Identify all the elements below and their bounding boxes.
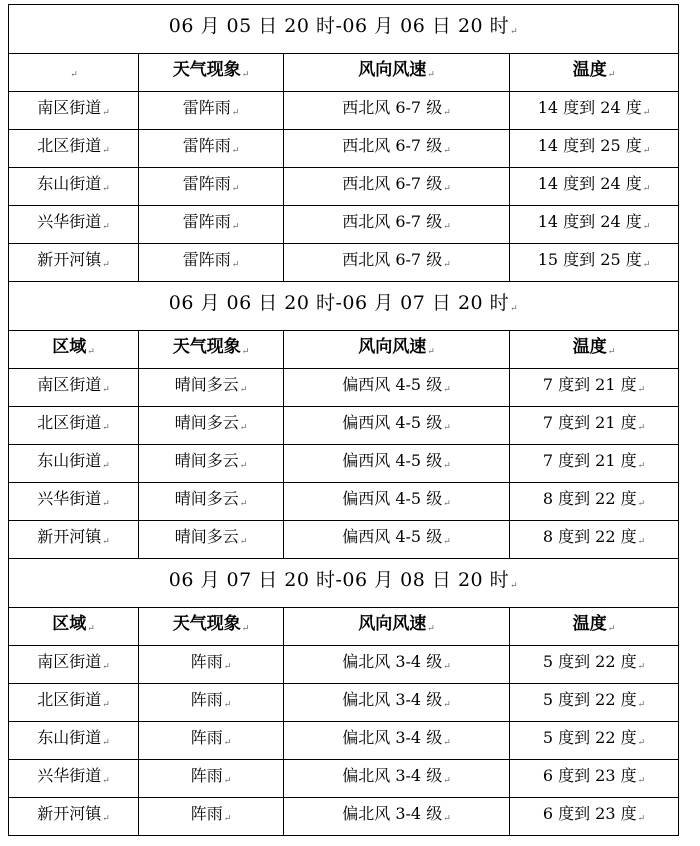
table-row: [9, 684, 679, 722]
area-cell-text: 新开河镇: [37, 250, 102, 269]
table-row: [9, 369, 679, 407]
weather-cell: [139, 445, 284, 483]
paragraph-mark-icon: ↵: [427, 70, 435, 80]
temperature-cell-text: 7 度到 21 度: [542, 375, 637, 394]
area-cell-text: 东山街道: [37, 451, 102, 470]
weather-cell: [139, 92, 284, 130]
paragraph-mark-icon: ↵: [427, 347, 435, 357]
area-cell-text: 南区街道: [37, 375, 102, 394]
wind-cell: [284, 760, 510, 798]
paragraph-mark-icon: ↵: [87, 347, 95, 357]
column-header-text: 温度: [572, 614, 607, 634]
paragraph-mark-icon: ↵: [607, 347, 616, 357]
column-header: [9, 54, 139, 92]
temperature-cell-text: 6 度到 23 度: [542, 766, 637, 785]
weather-cell: [139, 684, 284, 722]
table-row: [9, 168, 679, 206]
area-cell: [9, 206, 139, 244]
paragraph-mark-icon: ↵: [241, 347, 250, 357]
paragraph-mark-icon: ↵: [241, 624, 250, 634]
paragraph-mark-icon: ↵: [102, 738, 110, 748]
paragraph-mark-icon: ↵: [102, 662, 110, 672]
paragraph-mark-icon: ↵: [642, 108, 651, 118]
area-cell: [9, 130, 139, 168]
weather-cell-text: 雷阵雨: [182, 212, 231, 231]
table-row: [9, 521, 679, 559]
area-cell: [9, 483, 139, 521]
paragraph-mark-icon: ↵: [443, 184, 451, 194]
area-cell: [9, 798, 139, 836]
paragraph-mark-icon: ↵: [239, 537, 248, 547]
column-header: [139, 54, 284, 92]
wind-cell-text: 西北风 6-7 级: [342, 136, 443, 155]
paragraph-mark-icon: ↵: [642, 222, 651, 232]
paragraph-mark-icon: ↵: [443, 222, 451, 232]
temperature-cell: [510, 407, 679, 445]
paragraph-mark-icon: ↵: [637, 738, 646, 748]
wind-cell-text: 偏北风 3-4 级: [342, 690, 443, 709]
weather-cell-text: 晴间多云: [174, 413, 239, 432]
period-title-text: 06 月 07 日 20 时-06 月 08 日 20 时: [168, 569, 510, 591]
temperature-cell-text: 14 度到 24 度: [537, 98, 642, 117]
paragraph-mark-icon: ↵: [443, 738, 451, 748]
column-header-text: 风向风速: [358, 60, 427, 80]
area-cell-text: 东山街道: [37, 728, 102, 747]
paragraph-mark-icon: ↵: [231, 184, 240, 194]
weather-cell-text: 雷阵雨: [182, 98, 231, 117]
wind-cell-text: 西北风 6-7 级: [342, 98, 443, 117]
temperature-cell-text: 5 度到 22 度: [542, 728, 637, 747]
paragraph-mark-icon: ↵: [443, 108, 451, 118]
paragraph-mark-icon: ↵: [443, 385, 451, 395]
period-title-row: [9, 559, 679, 608]
temperature-cell-text: 8 度到 22 度: [542, 489, 637, 508]
column-header: [284, 54, 510, 92]
area-cell: [9, 760, 139, 798]
column-header-text: 风向风速: [358, 337, 427, 357]
wind-cell: [284, 244, 510, 282]
column-header: [510, 54, 679, 92]
weather-cell: [139, 646, 284, 684]
weather-cell-text: 晴间多云: [174, 527, 239, 546]
wind-cell: [284, 483, 510, 521]
wind-cell-text: 偏北风 3-4 级: [342, 652, 443, 671]
paragraph-mark-icon: ↵: [102, 184, 110, 194]
column-header: [284, 608, 510, 646]
weather-cell-text: 晴间多云: [174, 375, 239, 394]
paragraph-mark-icon: ↵: [637, 662, 646, 672]
wind-cell-text: 西北风 6-7 级: [342, 250, 443, 269]
wind-cell-text: 偏北风 3-4 级: [342, 728, 443, 747]
paragraph-mark-icon: ↵: [642, 146, 651, 156]
temperature-cell-text: 8 度到 22 度: [542, 527, 637, 546]
wind-cell-text: 偏西风 4-5 级: [342, 527, 443, 546]
temperature-cell-text: 14 度到 24 度: [537, 212, 642, 231]
column-header: [139, 608, 284, 646]
wind-cell: [284, 130, 510, 168]
area-cell-text: 北区街道: [37, 690, 102, 709]
temperature-cell: [510, 684, 679, 722]
period-title-row: [9, 282, 679, 331]
weather-cell: [139, 483, 284, 521]
column-header-text: 天气现象: [172, 60, 241, 80]
column-header: [9, 608, 139, 646]
column-header-text: 天气现象: [172, 614, 241, 634]
column-header-text: 天气现象: [172, 337, 241, 357]
temperature-cell-text: 5 度到 22 度: [542, 690, 637, 709]
area-cell-text: 东山街道: [37, 174, 102, 193]
paragraph-mark-icon: ↵: [607, 624, 616, 634]
paragraph-mark-icon: ↵: [637, 814, 646, 824]
temperature-cell-text: 7 度到 21 度: [542, 413, 637, 432]
area-cell-text: 兴华街道: [37, 489, 102, 508]
weather-cell-text: 阵雨: [190, 766, 223, 785]
wind-cell: [284, 521, 510, 559]
table-row: [9, 92, 679, 130]
weather-cell-text: 晴间多云: [174, 451, 239, 470]
paragraph-mark-icon: ↵: [637, 700, 646, 710]
table-row: [9, 646, 679, 684]
wind-cell-text: 偏北风 3-4 级: [342, 804, 443, 823]
paragraph-mark-icon: ↵: [239, 385, 248, 395]
weather-cell: [139, 168, 284, 206]
weather-forecast-table: [8, 4, 679, 836]
table-row: [9, 244, 679, 282]
paragraph-mark-icon: ↵: [102, 108, 110, 118]
area-cell-text: 北区街道: [37, 413, 102, 432]
paragraph-mark-icon: ↵: [231, 146, 240, 156]
paragraph-mark-icon: ↵: [637, 385, 646, 395]
wind-cell-text: 偏西风 4-5 级: [342, 413, 443, 432]
table-row: [9, 445, 679, 483]
wind-cell: [284, 646, 510, 684]
weather-cell: [139, 244, 284, 282]
paragraph-mark-icon: ↵: [443, 662, 451, 672]
paragraph-mark-icon: ↵: [102, 423, 110, 433]
wind-cell-text: 西北风 6-7 级: [342, 212, 443, 231]
paragraph-mark-icon: ↵: [102, 537, 110, 547]
paragraph-mark-icon: ↵: [223, 662, 232, 672]
paragraph-mark-icon: ↵: [223, 700, 232, 710]
table-header-row: [9, 608, 679, 646]
paragraph-mark-icon: ↵: [637, 499, 646, 509]
paragraph-mark-icon: ↵: [102, 461, 110, 471]
weather-cell: [139, 521, 284, 559]
weather-cell: [139, 798, 284, 836]
wind-cell-text: 偏北风 3-4 级: [342, 766, 443, 785]
temperature-cell-text: 6 度到 23 度: [542, 804, 637, 823]
temperature-cell-text: 5 度到 22 度: [542, 652, 637, 671]
temperature-cell: [510, 369, 679, 407]
period-title: [9, 559, 679, 608]
paragraph-mark-icon: ↵: [239, 461, 248, 471]
area-cell-text: 新开河镇: [37, 804, 102, 823]
area-cell-text: 兴华街道: [37, 212, 102, 231]
wind-cell: [284, 722, 510, 760]
paragraph-mark-icon: ↵: [231, 260, 240, 270]
paragraph-mark-icon: ↵: [223, 814, 232, 824]
area-cell-text: 南区街道: [37, 652, 102, 671]
weather-cell-text: 雷阵雨: [182, 174, 231, 193]
paragraph-mark-icon: ↵: [427, 624, 435, 634]
paragraph-mark-icon: ↵: [241, 70, 250, 80]
column-header-text: 区域: [52, 337, 87, 357]
area-cell-text: 兴华街道: [37, 766, 102, 785]
column-header: [510, 331, 679, 369]
weather-cell-text: 晴间多云: [174, 489, 239, 508]
area-cell: [9, 168, 139, 206]
area-cell: [9, 684, 139, 722]
wind-cell: [284, 684, 510, 722]
temperature-cell: [510, 445, 679, 483]
temperature-cell-text: 15 度到 25 度: [537, 250, 642, 269]
period-title-row: [9, 5, 679, 54]
column-header-text: 风向风速: [358, 614, 427, 634]
weather-cell: [139, 722, 284, 760]
paragraph-mark-icon: ↵: [637, 537, 646, 547]
table-header-row: [9, 54, 679, 92]
weather-cell-text: 阵雨: [190, 652, 223, 671]
area-cell: [9, 92, 139, 130]
temperature-cell: [510, 168, 679, 206]
area-cell: [9, 244, 139, 282]
area-cell: [9, 521, 139, 559]
wind-cell-text: 偏西风 4-5 级: [342, 489, 443, 508]
area-cell: [9, 369, 139, 407]
paragraph-mark-icon: ↵: [102, 222, 110, 232]
paragraph-mark-icon: ↵: [102, 385, 110, 395]
paragraph-mark-icon: ↵: [637, 461, 646, 471]
temperature-cell: [510, 206, 679, 244]
paragraph-mark-icon: ↵: [102, 814, 110, 824]
paragraph-mark-icon: ↵: [443, 537, 451, 547]
paragraph-mark-icon: ↵: [102, 700, 110, 710]
paragraph-mark-icon: ↵: [102, 260, 110, 270]
weather-cell: [139, 206, 284, 244]
column-header-text: 温度: [572, 60, 607, 80]
wind-cell: [284, 407, 510, 445]
paragraph-mark-icon: ↵: [231, 108, 240, 118]
paragraph-mark-icon: ↵: [443, 814, 451, 824]
table-row: [9, 798, 679, 836]
area-cell-text: 北区街道: [37, 136, 102, 155]
table-row: [9, 760, 679, 798]
weather-cell: [139, 369, 284, 407]
period-title-text: 06 月 05 日 20 时-06 月 06 日 20 时: [168, 15, 510, 37]
paragraph-mark-icon: ↵: [607, 70, 616, 80]
temperature-cell: [510, 760, 679, 798]
temperature-cell: [510, 798, 679, 836]
table-row: [9, 206, 679, 244]
column-header: [510, 608, 679, 646]
table-row: [9, 722, 679, 760]
period-title: [9, 282, 679, 331]
area-cell: [9, 445, 139, 483]
table-row: [9, 407, 679, 445]
paragraph-mark-icon: ↵: [102, 776, 110, 786]
table-row: [9, 130, 679, 168]
wind-cell-text: 西北风 6-7 级: [342, 174, 443, 193]
column-header: [284, 331, 510, 369]
wind-cell: [284, 369, 510, 407]
weather-cell-text: 阵雨: [190, 728, 223, 747]
paragraph-mark-icon: ↵: [642, 260, 651, 270]
paragraph-mark-icon: ↵: [443, 700, 451, 710]
paragraph-mark-icon: ↵: [102, 146, 110, 156]
weather-cell-text: 阵雨: [190, 804, 223, 823]
period-title-text: 06 月 06 日 20 时-06 月 07 日 20 时: [168, 292, 510, 314]
paragraph-mark-icon: ↵: [510, 27, 519, 37]
column-header: [139, 331, 284, 369]
paragraph-mark-icon: ↵: [443, 461, 451, 471]
paragraph-mark-icon: ↵: [239, 423, 248, 433]
paragraph-mark-icon: ↵: [443, 260, 451, 270]
paragraph-mark-icon: ↵: [70, 70, 78, 80]
paragraph-mark-icon: ↵: [510, 581, 519, 591]
wind-cell: [284, 92, 510, 130]
temperature-cell-text: 14 度到 25 度: [537, 136, 642, 155]
temperature-cell: [510, 130, 679, 168]
paragraph-mark-icon: ↵: [510, 304, 519, 314]
paragraph-mark-icon: ↵: [223, 738, 232, 748]
paragraph-mark-icon: ↵: [231, 222, 240, 232]
paragraph-mark-icon: ↵: [102, 499, 110, 509]
area-cell: [9, 407, 139, 445]
paragraph-mark-icon: ↵: [443, 423, 451, 433]
paragraph-mark-icon: ↵: [443, 499, 451, 509]
wind-cell: [284, 206, 510, 244]
column-header: [9, 331, 139, 369]
temperature-cell: [510, 244, 679, 282]
column-header-text: 温度: [572, 337, 607, 357]
table-row: [9, 483, 679, 521]
temperature-cell-text: 14 度到 24 度: [537, 174, 642, 193]
area-cell-text: 南区街道: [37, 98, 102, 117]
weather-cell: [139, 407, 284, 445]
area-cell: [9, 646, 139, 684]
column-header-text: 区域: [52, 614, 87, 634]
weather-cell-text: 阵雨: [190, 690, 223, 709]
paragraph-mark-icon: ↵: [87, 624, 95, 634]
wind-cell: [284, 445, 510, 483]
temperature-cell-text: 7 度到 21 度: [542, 451, 637, 470]
paragraph-mark-icon: ↵: [223, 776, 232, 786]
area-cell: [9, 722, 139, 760]
temperature-cell: [510, 92, 679, 130]
paragraph-mark-icon: ↵: [443, 776, 451, 786]
weather-cell: [139, 760, 284, 798]
area-cell-text: 新开河镇: [37, 527, 102, 546]
temperature-cell: [510, 722, 679, 760]
wind-cell-text: 偏西风 4-5 级: [342, 451, 443, 470]
wind-cell: [284, 798, 510, 836]
temperature-cell: [510, 521, 679, 559]
temperature-cell: [510, 646, 679, 684]
weather-cell-text: 雷阵雨: [182, 250, 231, 269]
temperature-cell: [510, 483, 679, 521]
table-header-row: [9, 331, 679, 369]
paragraph-mark-icon: ↵: [637, 776, 646, 786]
weather-cell: [139, 130, 284, 168]
paragraph-mark-icon: ↵: [637, 423, 646, 433]
paragraph-mark-icon: ↵: [239, 499, 248, 509]
paragraph-mark-icon: ↵: [443, 146, 451, 156]
wind-cell-text: 偏西风 4-5 级: [342, 375, 443, 394]
period-title: [9, 5, 679, 54]
weather-cell-text: 雷阵雨: [182, 136, 231, 155]
wind-cell: [284, 168, 510, 206]
paragraph-mark-icon: ↵: [642, 184, 651, 194]
